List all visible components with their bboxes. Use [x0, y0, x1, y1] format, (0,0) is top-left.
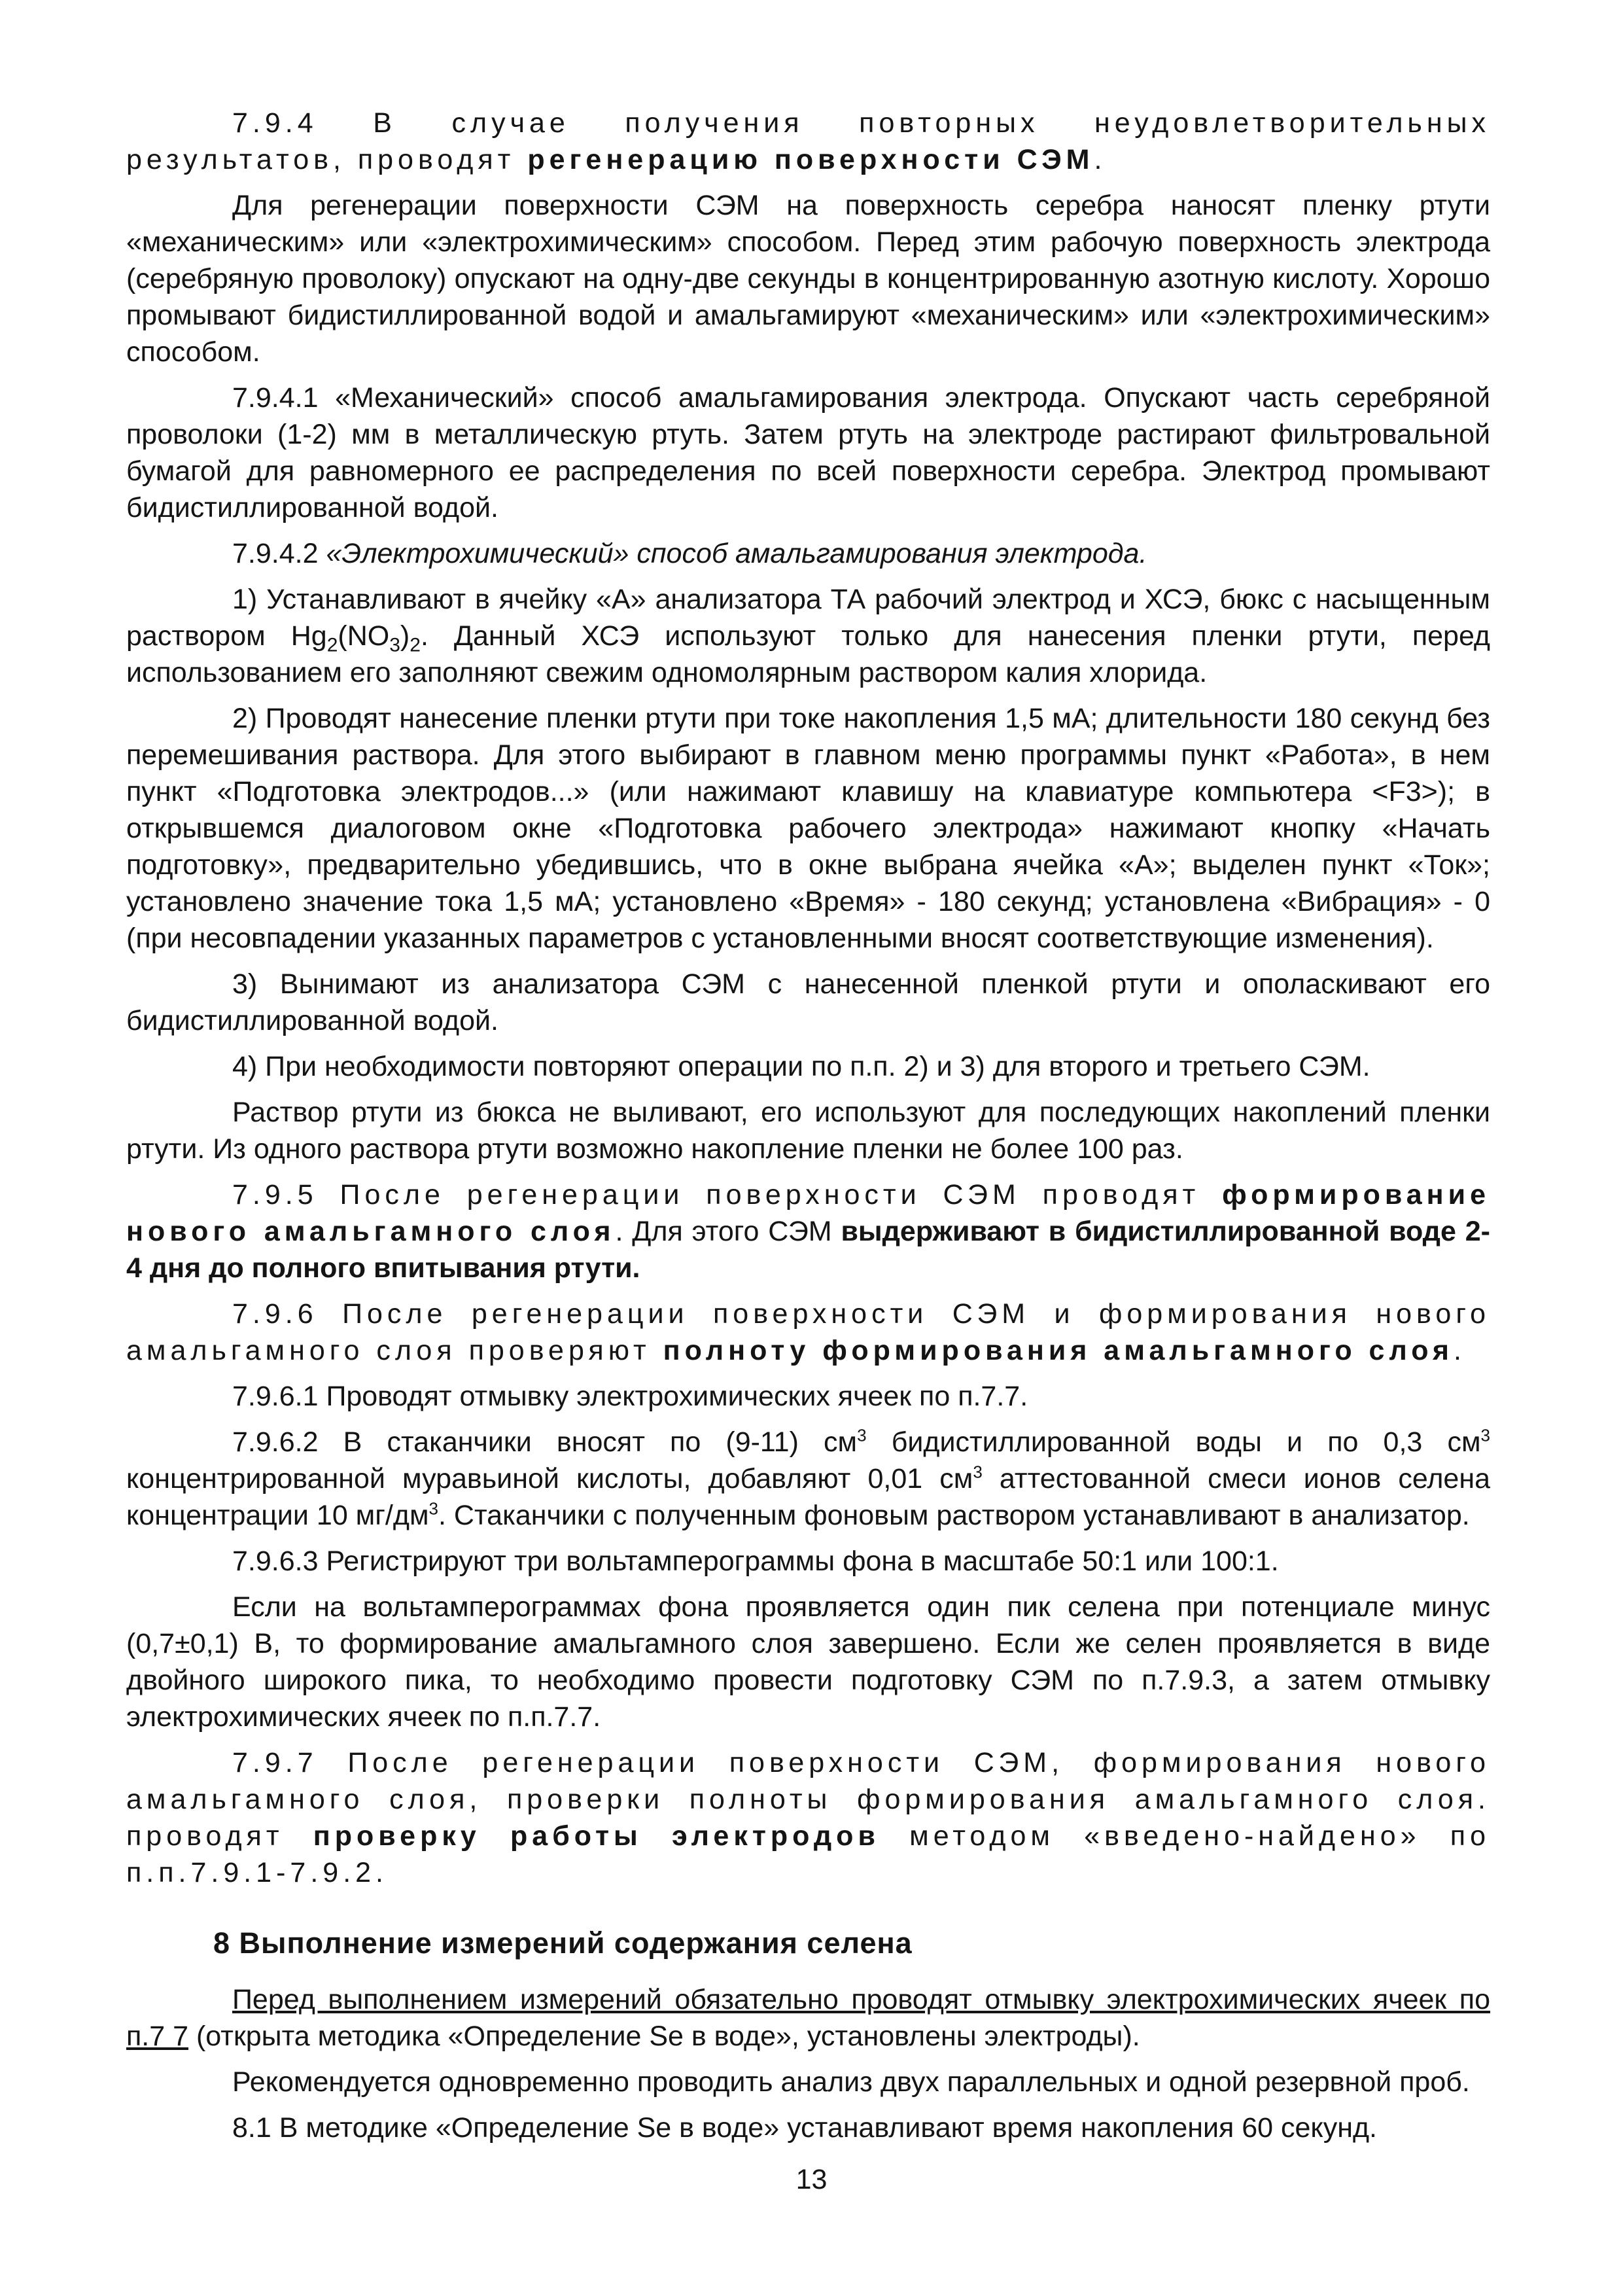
- document-page: [126, 105, 1490, 2155]
- text-7-9-4-2-italic: «Электрохимический» способ амальгамирования электрода.: [326, 538, 1147, 569]
- paragraph-7-9-6: [126, 1296, 1490, 1369]
- paragraph-7-9-5: [126, 1176, 1490, 1286]
- text-7-9-7-a: 7.9.7 После регенерации поверхности СЭМ, формирования нового амальгамного слоя, проверки полноты формирования амальгамного слоя. проводят: [126, 1747, 1490, 1852]
- text-7-9-6-2-b: бидистиллированной воды и по 0,3 см: [866, 1426, 1481, 1458]
- text-7-9-4-a: 7.9.4 В случае получения повторных неудовлетворительных результатов, проводят: [126, 107, 1490, 175]
- text-7-9-6-bold: полноту формирования амальгамного слоя: [663, 1335, 1454, 1366]
- text-7-9-4-bold: регенерацию поверхности СЭМ: [527, 144, 1094, 175]
- text-7-9-5-a: 7.9.5 После регенерации поверхности СЭМ проводят: [232, 1179, 1223, 1210]
- text-7-9-6-a: 7.9.6 После регенерации поверхности СЭМ и формирования нового амальгамного слоя проверяют: [126, 1298, 1490, 1366]
- subscript: 2: [410, 634, 421, 656]
- paragraph-step-2: 2) Проводят нанесение пленки ртути при токе накопления 1,5 мА; длительности 180 секунд без перемешивания раствора. Для этого выбирают в главном меню программы пункт «Работа», в нем пункт «Подготовка электродов...» (или нажимают клавишу на клавиатуре компьютера <F3>); в открывшемся диалоговом окне «Подготовка рабочего электрода» нажимают кнопку «Начать подготовку», предварительно убедившись, что в окне выбрана ячейка «А»; выделен пункт «Ток»; установлено значение тока 1,5 мА; установлено «Время» - 180 секунд; установлена «Вибрация» - 0 (при несовпадении указанных параметров с установленными вносят соответствующие изменения).: [126, 703, 1490, 954]
- text-step-1-b: (NO: [338, 620, 390, 652]
- text-7-9-7-bold: проверку работы электродов: [313, 1820, 880, 1852]
- text-step-1-c: ): [400, 620, 410, 652]
- text-7-9-5-bold: формирование нового амальгамного слоя: [126, 1179, 1490, 1247]
- superscript: 3: [1480, 1425, 1490, 1445]
- text-step-1-d: . Данный ХСЭ используют только для нанесения пленки ртути, перед использованием его заполняют свежим одномолярным раствором калия хлорида.: [126, 620, 1491, 688]
- paragraph-regeneration: Для регенерации поверхности СЭМ на поверхность серебра наносят пленку ртути «механическим» или «электрохимическим» способом. Перед этим рабочую поверхность электрода (серебряную проволоку) опускают на одну-две секунды в концентрированную азотную кислоту. Хорошо промывают бидистиллированной водой и амальгамируют «механическим» или «электрохимическим» способом.: [126, 190, 1490, 368]
- text-7-9-6-c: .: [1454, 1335, 1466, 1366]
- text-7-9-6-2-a: 7.9.6.2 В стаканчики вносят по (9-11) см: [232, 1426, 858, 1458]
- paragraph-if-selenium: Если на вольтамперограммах фона проявляется один пик селена при потенциале минус (0,7±0,1) В, то формирование амальгамного слоя завершено. Если же селен проявляется в виде двойного широкого пика, то необходимо провести подготовку СЭМ по п.7.9.3, а затем отмывку электрохимических ячеек по п.п.7.7.: [126, 1591, 1490, 1733]
- subscript: 3: [389, 634, 400, 656]
- paragraph-7-9-4-2: [126, 535, 1490, 572]
- paragraph-mercury-solution: Раствор ртути из бюкса не выливают, его используют для последующих накоплений пленки ртути. Из одного раствора ртути возможно накопление пленки не более 100 раз.: [126, 1097, 1490, 1165]
- page-number: 13: [795, 2164, 828, 2195]
- superscript: 3: [857, 1425, 867, 1445]
- paragraph-7-9-6-2: [126, 1424, 1490, 1534]
- paragraph-step-3: 3) Вынимают из анализатора СЭМ с нанесенной пленкой ртути и ополаскивают его бидистиллированной водой.: [126, 968, 1490, 1036]
- subscript: 2: [326, 634, 338, 656]
- paragraph-7-9-4: [126, 105, 1490, 178]
- paragraph-step-1: [126, 581, 1490, 691]
- text-7-9-6-2-c: концентрированной муравьиной кислоты, добавляют 0,01 см: [126, 1463, 973, 1494]
- paragraph-8-1: 8.1 В методике «Определение Se в воде» устанавливают время накопления 60 секунд.: [232, 2112, 1378, 2144]
- superscript: 3: [973, 1462, 983, 1482]
- paragraph-7-9-6-1: 7.9.6.1 Проводят отмывку электрохимических ячеек по п.7.7.: [232, 1381, 1028, 1412]
- text-8-rest: (открыта методика «Определение Se в воде», установлены электроды).: [188, 2021, 1140, 2052]
- paragraph-8-intro: [126, 1981, 1490, 2055]
- text-7-9-5-c: . Для этого СЭМ: [615, 1216, 841, 1247]
- paragraph-7-9-7: [126, 1744, 1490, 1891]
- text-8-underlined: Перед выполнением измерений обязательно проводят отмывку электрохимических ячеек по п.7 7: [126, 1984, 1490, 2052]
- text-7-9-5-bold-2: выдерживают в бидистиллированной воде 2-4 дня до полного впитывания ртути.: [126, 1216, 1490, 1284]
- paragraph-step-4: 4) При необходимости повторяют операции по п.п. 2) и 3) для второго и третьего СЭМ.: [232, 1051, 1370, 1082]
- text-7-9-4-2-a: 7.9.4.2: [232, 538, 326, 569]
- paragraph-7-9-4-1: 7.9.4.1 «Механический» способ амальгамирования электрода. Опускают часть серебряной проволоки (1-2) мм в металлическую ртуть. Затем ртуть на электроде растирают фильтровальной бумагой для равномерного ее распределения по всей поверхности серебра. Электрод промывают бидистиллированной водой.: [126, 382, 1490, 523]
- paragraph-8-recommendation: Рекомендуется одновременно проводить анализ двух параллельных и одной резервной проб.: [232, 2066, 1470, 2098]
- text-7-9-7-c: методом «введено-найдено» по п.п.7.9.1-7.9.2.: [126, 1820, 1490, 1888]
- text-7-9-6-2-e: . Стаканчики с полученным фоновым раствором устанавливают в анализатор.: [438, 1500, 1470, 1531]
- text-7-9-6-2-d: аттестованной смеси ионов селена концентрации 10 мг/дм: [126, 1463, 1491, 1531]
- superscript: 3: [428, 1498, 438, 1519]
- paragraph-7-9-6-3: 7.9.6.3 Регистрируют три вольтамперограммы фона в масштабе 50:1 или 100:1.: [232, 1545, 1279, 1577]
- text-7-9-4-c: .: [1094, 144, 1107, 175]
- section-8-heading: 8 Выполнение измерений содержания селена: [213, 1926, 913, 1960]
- text-step-1-a: 1) Устанавливают в ячейку «А» анализатора ТА рабочий электрод и ХСЭ, бюкс с насыщенным раствором Hg: [126, 584, 1490, 652]
